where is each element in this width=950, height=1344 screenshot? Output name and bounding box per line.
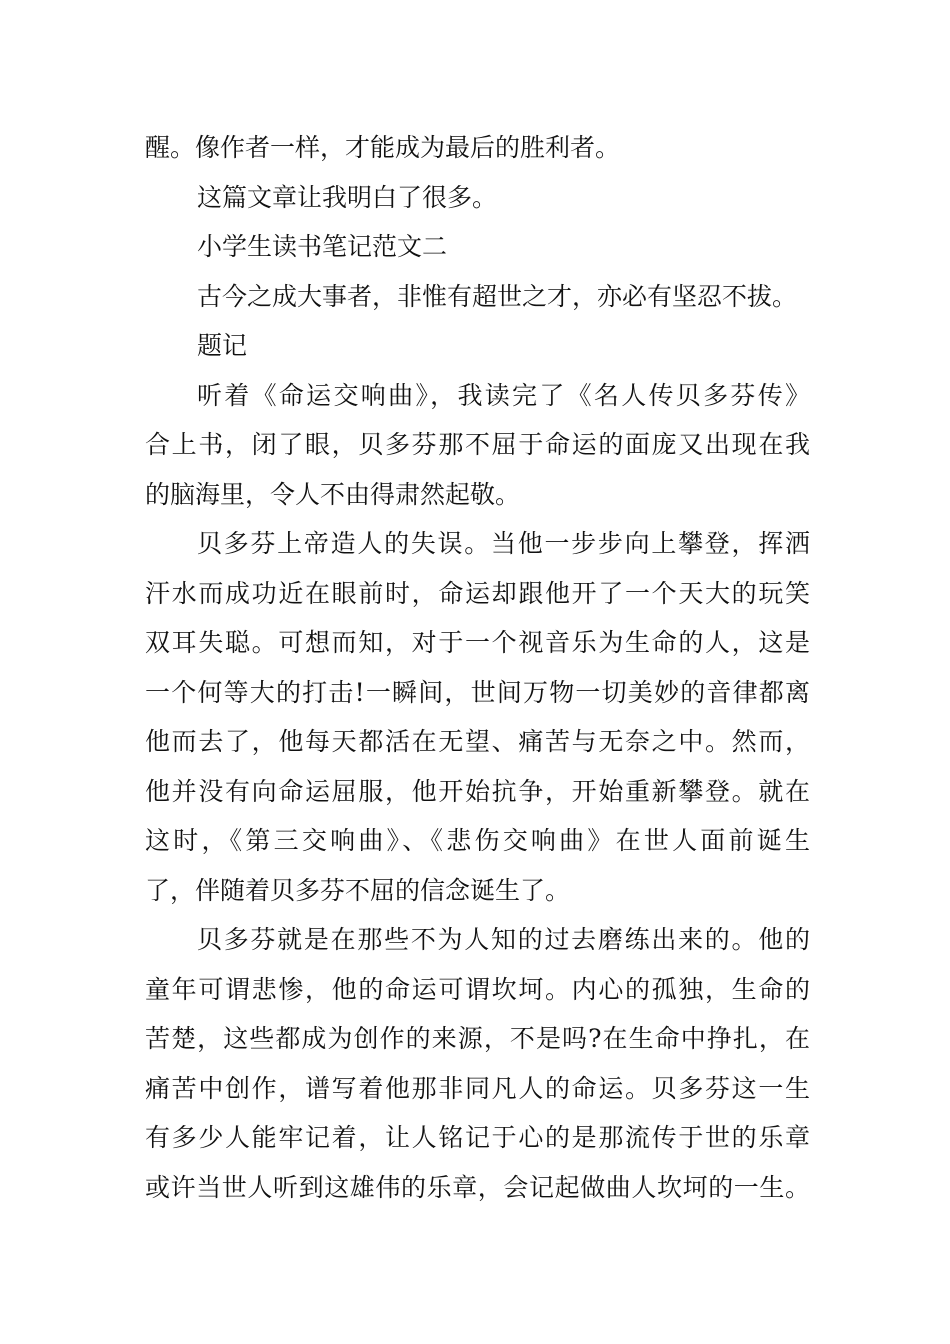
document-body bbox=[145, 123, 810, 1212]
text-line: 题记 bbox=[197, 331, 248, 360]
section-heading bbox=[145, 222, 810, 272]
text-line: 双耳失聪。可想而知，对于一个视音乐为生命的人，这是 bbox=[145, 628, 810, 657]
epigraph bbox=[145, 272, 810, 322]
text-line: 古今之成大事者，非惟有超世之才，亦必有坚忍不拔。 bbox=[197, 281, 798, 311]
text-line: 苦楚，这些都成为创作的来源，不是吗?在生命中挣扎，在 bbox=[145, 1024, 810, 1053]
text-line: 童年可谓悲惨，他的命运可谓坎坷。内心的孤独，生命的 bbox=[145, 974, 810, 1004]
text-line: 他并没有向命运屈服，他开始抗争，开始重新攀登。就在 bbox=[145, 776, 810, 806]
text-line: 这时，《第三交响曲》、《悲伤交响曲》在世人面前诞生 bbox=[145, 826, 810, 855]
text-line: 这篇文章让我明白了很多。 bbox=[197, 182, 498, 212]
text-line: 听着《命运交响曲》，我读完了《名人传贝多芬传》 bbox=[197, 380, 810, 410]
text-line: 小学生读书笔记范文二 bbox=[197, 232, 448, 261]
text-line: 痛苦中创作，谱写着他那非同凡人的命运。贝多芬这一生 bbox=[145, 1073, 810, 1103]
text-line: 醒。像作者一样，才能成为最后的胜利者。 bbox=[145, 133, 621, 162]
text-line: 合上书，闭了眼，贝多芬那不屈于命运的面庞又出现在我 bbox=[145, 430, 810, 459]
epigraph-attribution bbox=[145, 321, 810, 371]
paragraph bbox=[145, 519, 810, 915]
text-line: 贝多芬上帝造人的失误。当他一步步向上攀登，挥洒 bbox=[197, 529, 810, 558]
paragraph bbox=[145, 173, 810, 223]
text-line: 他而去了，他每天都活在无望、痛苦与无奈之中。然而， bbox=[145, 727, 810, 756]
paragraph bbox=[145, 371, 810, 520]
paragraph bbox=[145, 915, 810, 1212]
text-line: 一个何等大的打击!一瞬间，世间万物一切美妙的音律都离 bbox=[145, 677, 810, 707]
text-line: 的脑海里，令人不由得肃然起敬。 bbox=[145, 479, 521, 509]
paragraph bbox=[145, 123, 810, 173]
text-line: 汗水而成功近在眼前时，命运却跟他开了一个天大的玩笑 bbox=[145, 578, 810, 608]
text-line: 了，伴随着贝多芬不屈的信念诞生了。 bbox=[145, 875, 571, 905]
text-line: 有多少人能牢记着，让人铭记于心的是那流传于世的乐章 bbox=[145, 1123, 810, 1152]
text-line: 贝多芬就是在那些不为人知的过去磨练出来的。他的 bbox=[197, 925, 810, 954]
text-line: 或许当世人听到这雄伟的乐章，会记起做曲人坎坷的一生。 bbox=[145, 1172, 810, 1202]
